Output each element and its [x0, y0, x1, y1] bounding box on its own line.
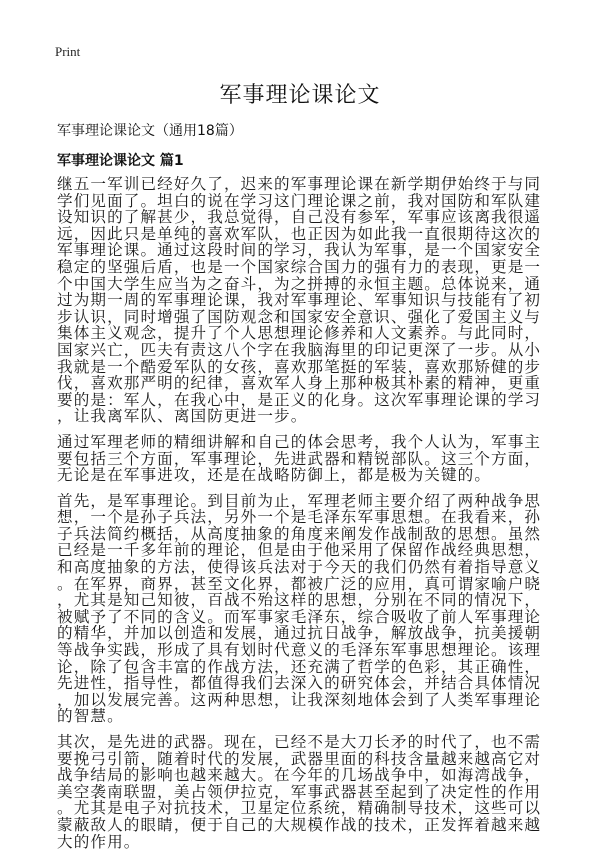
paragraph: 其次，是先进的武器。现在，已经不是大刀长矛的时代了，也不需要挽弓引箭，随着时代的发展，武器里面的科技含量越来越高它对战争结局的影响也越来越大。在今年的几场战争中，如海湾战争，美空袭南联盟，美占领伊拉克，军事武器甚至起到了决定性的作用。尤其是电子对抗技术，卫星定位系统，精确制导技术，这些可以蒙蔽敌人的眼睛，便于自己的大规模作战的技术，正发挥着越来越大的作用。	[57, 733, 542, 851]
print-link[interactable]: Print	[55, 44, 81, 59]
section-heading: 军事理论课论文 篇1	[57, 153, 184, 169]
page-title: 军事理论课论文	[219, 83, 381, 108]
document-subtitle: 军事理论课论文（通用18篇）	[57, 123, 243, 139]
paragraph: 通过军理老师的精细讲解和自己的体会思考，我个人认为，军事主要包括三个方面，军事理论，先进武器和精锐部队。这三个方面，无论是在军事进攻，还是在战略防御上，都是极为关键的。	[57, 432, 542, 485]
document-body	[57, 176, 549, 859]
paragraph: 首先，是军事理论。到目前为止，军理老师主要介绍了两种战争思想，一个是孙子兵法，另外一个是毛泽东军事思想。在我看来，孙子兵法简约概括，从高度抽象的角度来阐发作战制敌的思想。虽然已经是一千多年前的理论，但是由于他采用了保留作战经典思想，和高度抽象的方法，使得该兵法对于今天的我们仍然有着指导意义。在军界，商界，甚至文化界，都被广泛的应用，真可谓家喻户晓，尤其是知己知彼，百战不殆这样的思想，分别在不同的情况下，被赋予了不同的含义。而军事家毛泽东，综合吸收了前人军事理论的精华，并加以创造和发展，通过抗日战争，解放战争，抗美援朝等战争实践，形成了具有划时代意义的毛泽东军事思想理论。该理论，除了包含丰富的作战方法，还充满了哲学的色彩，其正确性，先进性，指导性，都值得我们去深入的研究体会，并结合具体情况，加以发展完善。这两种思想，让我深刻地体会到了人类军事理论的智慧。	[57, 491, 542, 726]
paragraph: 继五一军训已经好久了，迟来的军事理论课在新学期伊始终于与同学们见面了。坦白的说在学习这门理论课之前，我对国防和军队建设知识的了解甚少，我总觉得，自己没有参军，军事应该离我很遥远，因此只是单纯的喜欢军队，也正因为如此我一直很期待这次的军事理论课。通过这段时间的学习，我认为军事，是一个国家安全稳定的坚强后盾，也是一个国家综合国力的强有力的表现，更是一个中国大学生应当为之奋斗，为之拼搏的永恒主题。总体说来，通过为期一周的军事理论课，我对军事理论、军事知识与技能有了初步认识，同时增强了国防观念和国家安全意识、强化了爱国主义与集体主义观念，提升了个人思想理论修养和人文素养。与此同时，国家兴亡，匹夫有责这八个字在我脑海里的印记更深了一步。从小我就是一个酷爱军队的女孩，喜欢那笔挺的军装，喜欢那矫健的步伐，喜欢那严明的纪律，喜欢军人身上那种极其朴素的精神，更重要的是：军人，在我心中，是正义的化身。这次军事理论课的学习，让我离军队、离国防更进一步。	[57, 175, 542, 426]
